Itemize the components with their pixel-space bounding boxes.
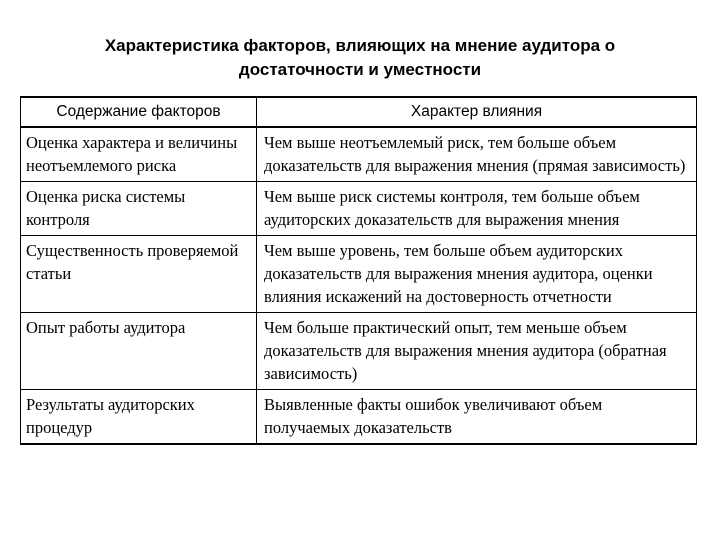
effect-cell: Чем больше практический опыт, тем меньше объем доказательств для выражения мнения аудитора (обратная зависимость) — [257, 313, 697, 390]
table-row — [21, 182, 697, 236]
effect-cell: Чем выше риск системы контроля, тем больше объем аудиторских доказательств для выражения мнения — [257, 182, 697, 236]
header-influence-character: Характер влияния — [257, 97, 697, 127]
factor-cell: Оценка риска системы контроля — [21, 182, 257, 236]
effect-cell: Выявленные факты ошибок увеличивают объем получаемых доказательств — [257, 390, 697, 445]
title-line-2: достаточности и уместности — [238, 60, 482, 79]
table-row — [21, 313, 697, 390]
header-factor-content: Содержание факторов — [21, 97, 257, 127]
factors-table — [20, 96, 697, 445]
factor-cell: Оценка характера и величины неотъемлемого риска — [21, 127, 257, 182]
table-row — [21, 236, 697, 313]
title-line-1: Характеристика факторов, влияющих на мнение аудитора о — [104, 36, 616, 55]
effect-cell: Чем выше неотъемлемый риск, тем больше объем доказательств для выражения мнения (прямая зависимость) — [257, 127, 697, 182]
page-title — [40, 34, 680, 82]
table-row — [21, 127, 697, 182]
factor-cell: Существенность проверяемой статьи — [21, 236, 257, 313]
factor-cell: Опыт работы аудитора — [21, 313, 257, 390]
factor-cell: Результаты аудиторских процедур — [21, 390, 257, 445]
table-row — [21, 390, 697, 445]
effect-cell: Чем выше уровень, тем больше объем аудиторских доказательств для выражения мнения аудитора, оценки влияния искажений на достоверность отчетности — [257, 236, 697, 313]
table-header-row — [21, 97, 697, 127]
